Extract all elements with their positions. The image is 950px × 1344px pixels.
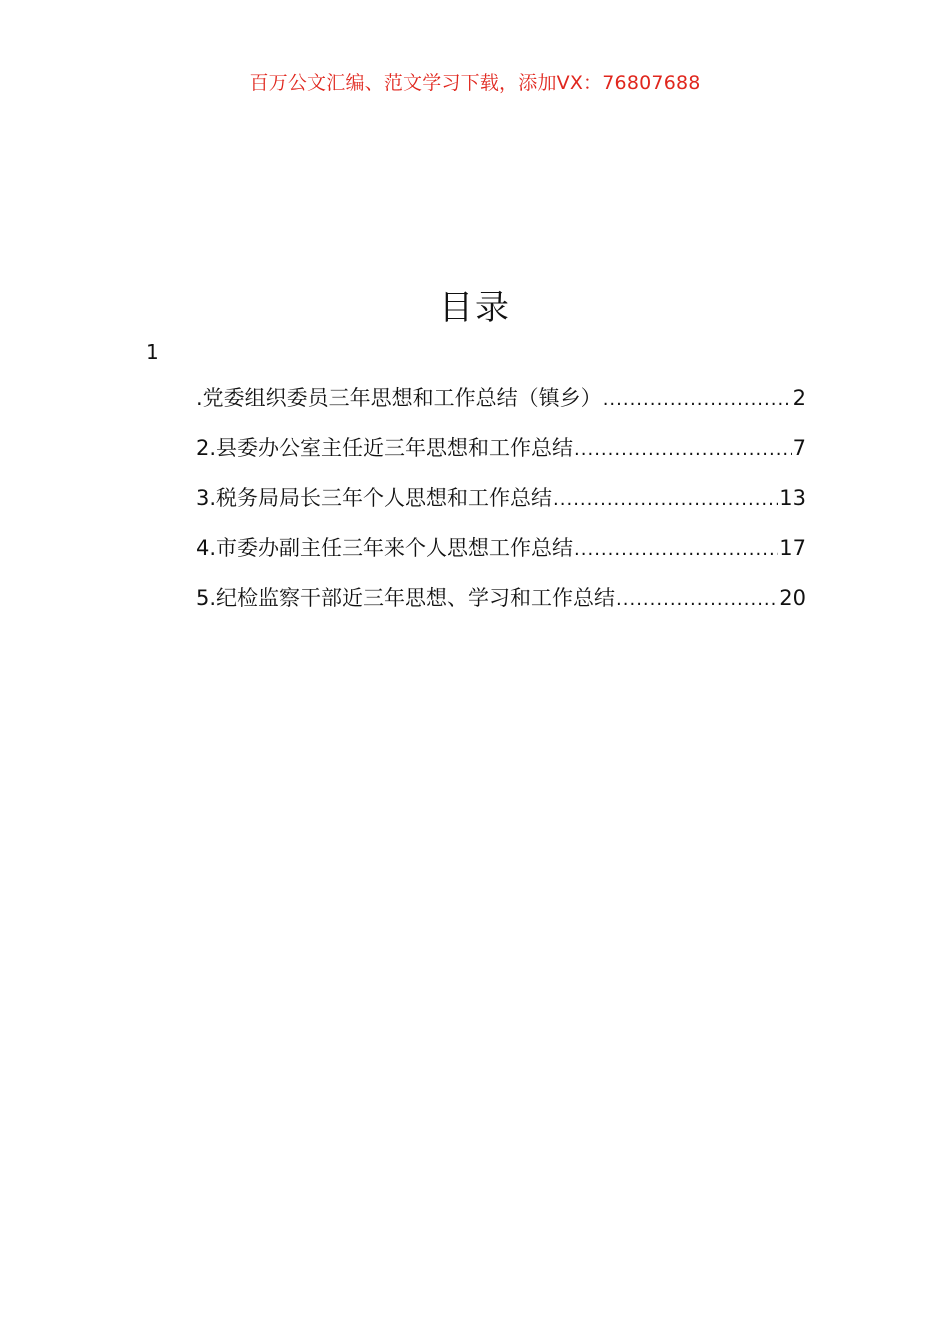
toc-page-number: 7 [792, 436, 806, 460]
toc-dot-leader [574, 439, 792, 460]
toc-entry-1[interactable] [196, 382, 806, 432]
toc-page-number: 13 [779, 486, 806, 510]
toc-entry-title: 3.税务局局长三年个人思想和工作总结 [196, 486, 553, 510]
toc-entry-2[interactable] [196, 432, 806, 482]
toc-page-number: 20 [779, 586, 806, 610]
header-note: 百万公文汇编、范文学习下载，添加VX：76807688 [249, 72, 701, 94]
toc-page-number: 2 [792, 386, 806, 410]
toc-entry-4[interactable] [196, 532, 806, 582]
toc-entry-title: 5.纪检监察干部近三年思想、学习和工作总结 [196, 586, 616, 610]
toc-dot-leader [616, 589, 778, 610]
toc-entry-5[interactable] [196, 582, 806, 632]
toc-entry-title: 4.市委办副主任三年来个人思想工作总结 [196, 536, 574, 560]
toc-dot-leader [574, 539, 778, 560]
toc-entry-title: .党委组织委员三年思想和工作总结（镇乡） [196, 386, 602, 410]
toc-page-number: 17 [779, 536, 806, 560]
toc-title: 目录 [439, 288, 511, 328]
toc-entry-3[interactable] [196, 482, 806, 532]
toc-dot-leader [603, 389, 792, 410]
toc-entry-title: 2.县委办公室主任近三年思想和工作总结 [196, 436, 574, 460]
toc-list [196, 382, 806, 632]
toc-dot-leader [553, 489, 778, 510]
toc-lead-number: 1 [146, 340, 159, 364]
